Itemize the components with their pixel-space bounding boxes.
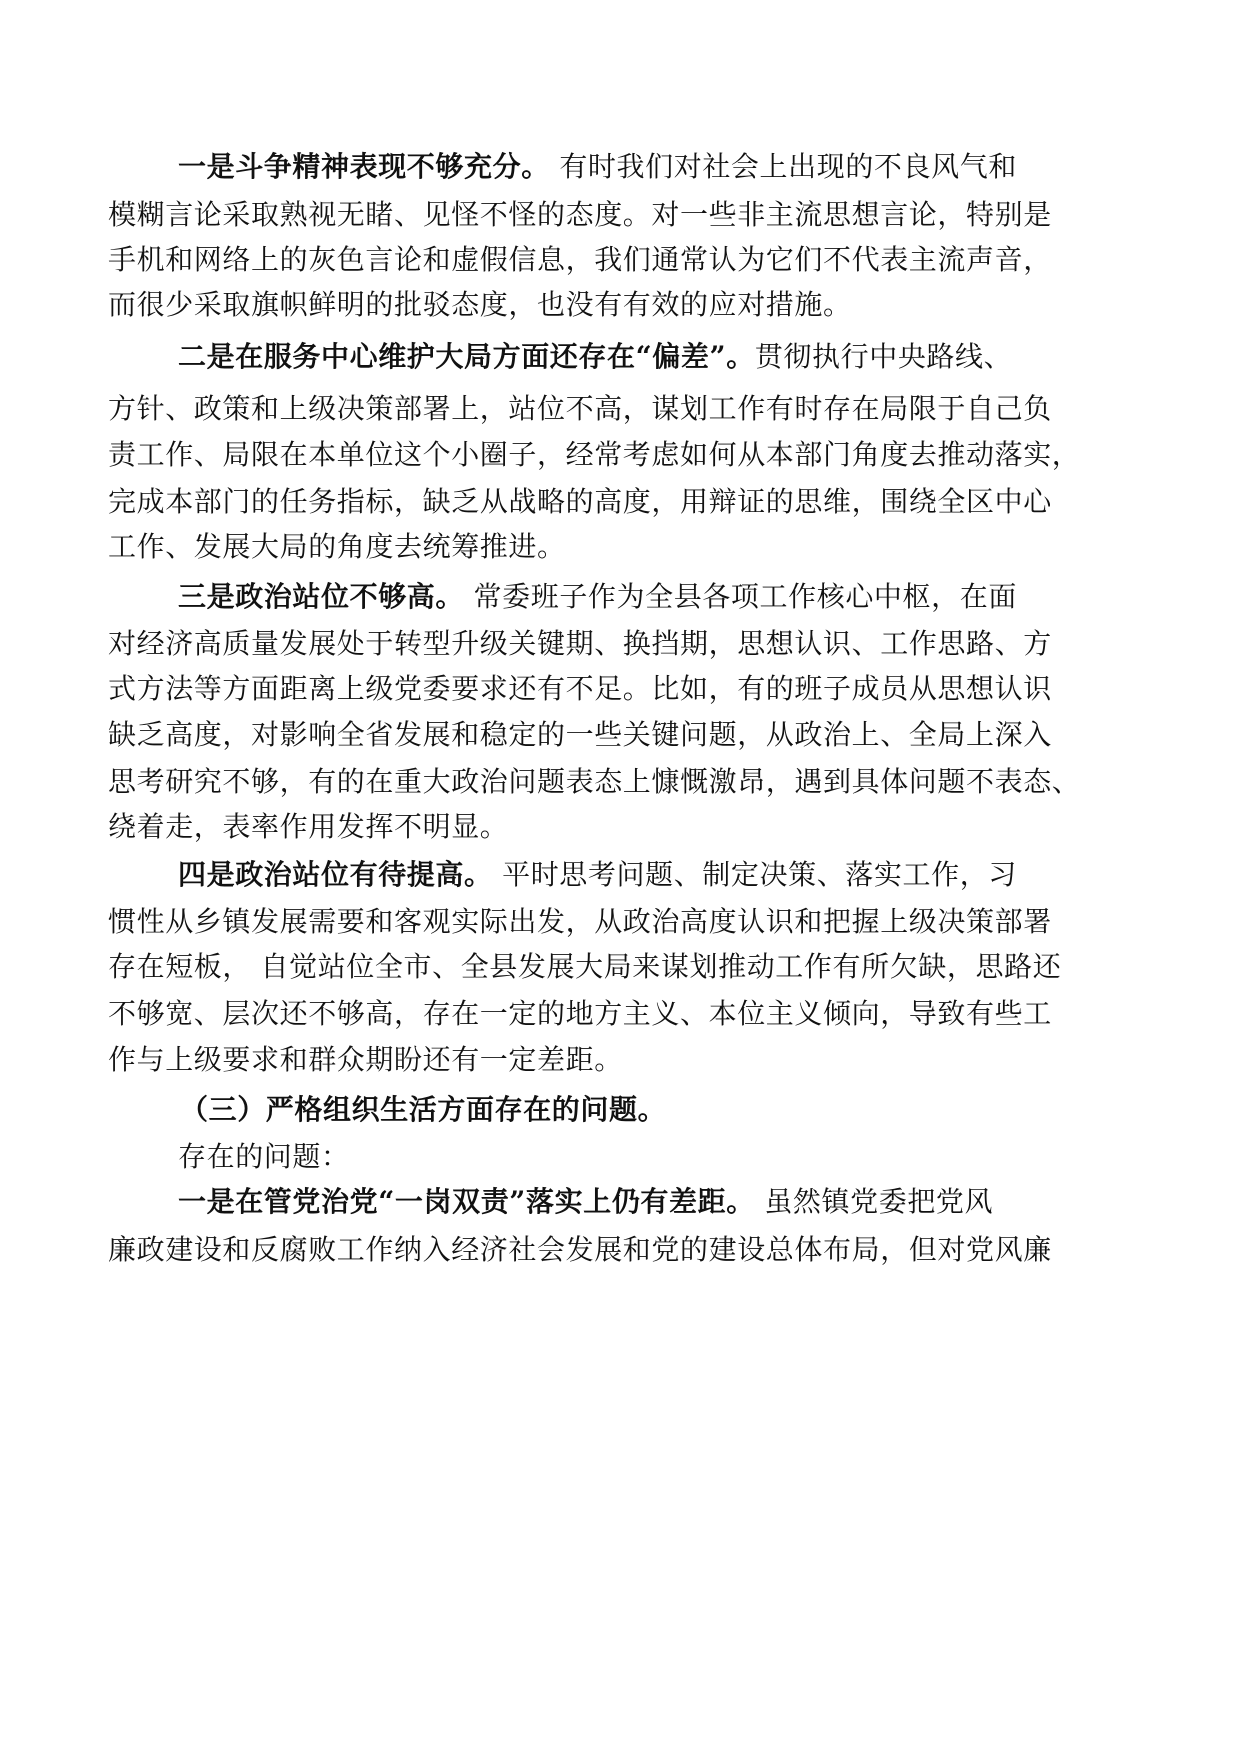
paragraph-text: 惯性从乡镇发展需要和客观实际出发，从政治高度认识和把握上级决策部署 [108, 905, 1052, 938]
paragraph-text: 对经济高质量发展处于转型升级关键期、换挡期，思想认识、工作思路、方 [108, 627, 1052, 660]
paragraph-text: 手机和网络上的灰色言论和虚假信息，我们通常认为它们不代表主流声音， [108, 243, 1052, 276]
paragraph-text: 方针、政策和上级决策部署上，站位不高，谋划工作有时存在局限于自己负 [108, 392, 1052, 425]
paragraph-heading: 一是在管党治党“一岗双责”落实上仍有差距。 [178, 1185, 755, 1218]
paragraph-text: 有时我们对社会上出现的不良风气和 [549, 150, 1017, 183]
paragraph-text: 责工作、局限在本单位这个小圈子，经常考虑如何从本部门角度去推动落实， [108, 438, 1081, 471]
paragraph-text: 思考研究不够，有的在重大政治问题表态上慷慨激昂，遇到具体问题不表态、 [108, 765, 1081, 798]
text-line [178, 580, 1017, 614]
text-line [108, 288, 852, 322]
text-line [178, 1140, 350, 1174]
text-line [108, 997, 1052, 1031]
text-line [108, 627, 1052, 661]
text-line [178, 858, 1017, 892]
text-line [178, 1185, 993, 1219]
paragraph-text: 而很少采取旗帜鲜明的批驳态度，也没有有效的应对措施。 [108, 288, 852, 321]
paragraph-text: 常委班子作为全县各项工作核心中枢，在面 [464, 580, 1017, 613]
paragraph-text: 式方法等方面距离上级党委要求还有不足。比如，有的班子成员从思想认识 [108, 672, 1052, 705]
text-line [108, 243, 1052, 277]
text-line [108, 718, 1052, 752]
paragraph-text: 工作、发展大局的角度去统筹推进。 [108, 530, 566, 563]
text-line [108, 765, 1080, 799]
paragraph-heading: 三是政治站位不够高。 [178, 580, 465, 613]
paragraph-text: 作与上级要求和群众期盼还有一定差距。 [108, 1043, 623, 1076]
paragraph-text: 完成本部门的任务指标，缺乏从战略的高度，用辩证的思维，围绕全区中心 [108, 485, 1052, 518]
text-line [108, 672, 1052, 706]
text-line [178, 150, 1017, 184]
paragraph-text: 不够宽、层次还不够高，存在一定的地方主义、本位主义倾向，导致有些工 [108, 997, 1052, 1030]
text-line [108, 1043, 623, 1077]
paragraph-heading: 四是政治站位有待提高。 [178, 858, 493, 891]
paragraph-text: 廉政建设和反腐败工作纳入经济社会发展和党的建设总体布局，但对党风廉 [108, 1233, 1052, 1266]
text-line [108, 950, 1061, 984]
paragraph-text: 模糊言论采取熟视无睹、见怪不怪的态度。对一些非主流思想言论，特别是 [108, 198, 1052, 231]
text-line [178, 340, 1012, 374]
paragraph-heading: 二是在服务中心维护大局方面还存在“偏差”。 [178, 340, 755, 373]
text-line [108, 392, 1052, 426]
text-line [108, 438, 1080, 472]
section-heading-text: （三）严格组织生活方面存在的问题。 [180, 1093, 667, 1126]
section-heading [180, 1093, 666, 1127]
text-line [108, 905, 1052, 939]
paragraph-heading: 一是斗争精神表现不够充分。 [178, 150, 550, 183]
text-line [108, 485, 1052, 519]
paragraph-text: 绕着走，表率作用发挥不明显。 [108, 810, 509, 843]
paragraph-text: 存在短板， 自觉站位全市、全县发展大局来谋划推动工作有所欠缺，思路还 [108, 950, 1062, 983]
paragraph-text: 缺乏高度，对影响全省发展和稳定的一些关键问题，从政治上、全局上深入 [108, 718, 1052, 751]
text-line [108, 198, 1052, 232]
paragraph-text: 存在的问题： [178, 1140, 350, 1173]
text-line [108, 1233, 1052, 1267]
paragraph-text: 平时思考问题、制定决策、落实工作，习 [492, 858, 1017, 891]
text-line [108, 810, 508, 844]
text-line [108, 530, 566, 564]
paragraph-text: 虽然镇党委把党风 [754, 1185, 994, 1218]
paragraph-text: 贯彻执行中央路线、 [754, 340, 1013, 373]
